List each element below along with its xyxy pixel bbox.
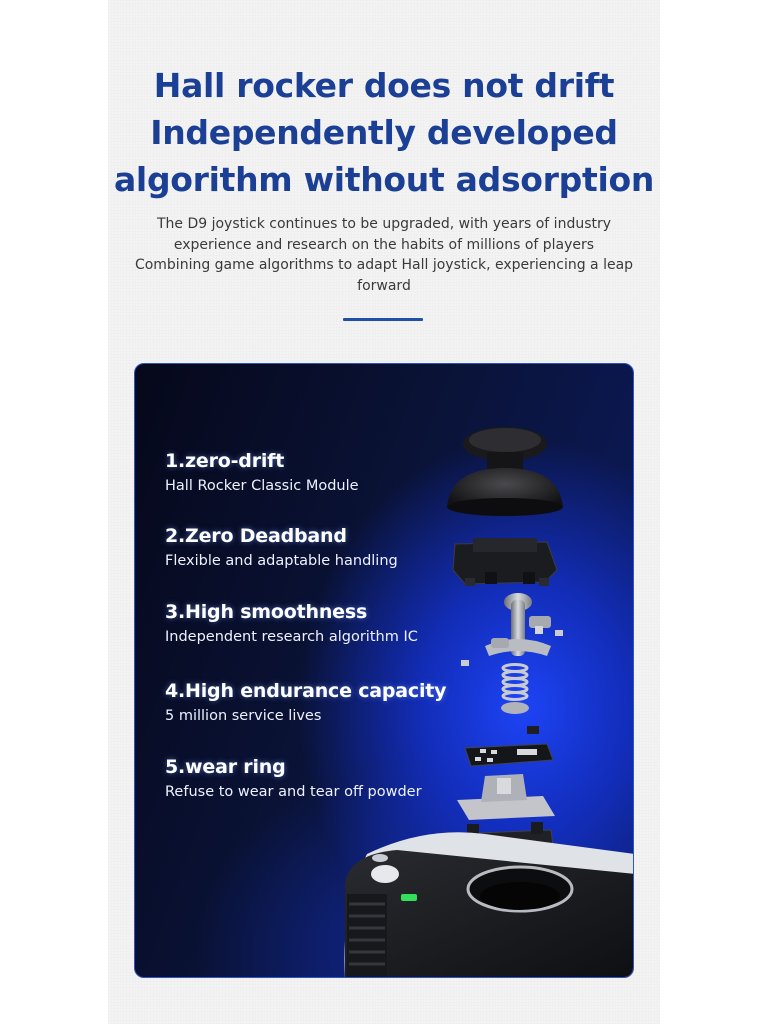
divider (343, 318, 423, 321)
hall-module-exploded-icon (453, 538, 563, 872)
description-line-3: Combining game algorithms to adapt Hall joystick, experiencing a leap (134, 257, 634, 273)
gamepad-icon (344, 832, 634, 978)
headline-line-2: Independently developed (150, 113, 618, 152)
feature-item-5 (165, 755, 422, 802)
feature-panel (134, 363, 634, 978)
feature-description: Refuse to wear and tear off powder (165, 784, 422, 800)
thumbstick-cap-icon (447, 427, 563, 516)
feature-title: 5.wear ring (165, 756, 286, 778)
description-line-4: forward (357, 277, 411, 294)
feature-title: 4.High endurance capacity (165, 680, 447, 702)
description-line-1: The D9 joystick continues to be upgraded, with years of industry (156, 216, 612, 232)
headline (108, 62, 660, 203)
feature-item-3 (165, 600, 418, 647)
headline-line-1: Hall rocker does not drift (153, 66, 615, 105)
feature-title: 1.zero-drift (165, 450, 285, 472)
feature-item-2 (165, 524, 398, 571)
feature-item-1 (165, 449, 359, 496)
feature-title: 3.High smoothness (165, 601, 368, 623)
feature-description: 5 million service lives (165, 708, 322, 724)
feature-title: 2.Zero Deadband (165, 525, 347, 547)
feature-item-4 (165, 679, 446, 726)
description-line-2: experience and research on the habits of millions of players (173, 236, 595, 253)
description (128, 214, 640, 296)
headline-line-3: algorithm without adsorption (113, 160, 655, 199)
feature-description: Hall Rocker Classic Module (165, 478, 359, 494)
product-page (108, 0, 660, 1024)
feature-description: Independent research algorithm IC (165, 629, 418, 645)
status-led-icon (401, 894, 417, 901)
feature-description: Flexible and adaptable handling (165, 553, 398, 569)
